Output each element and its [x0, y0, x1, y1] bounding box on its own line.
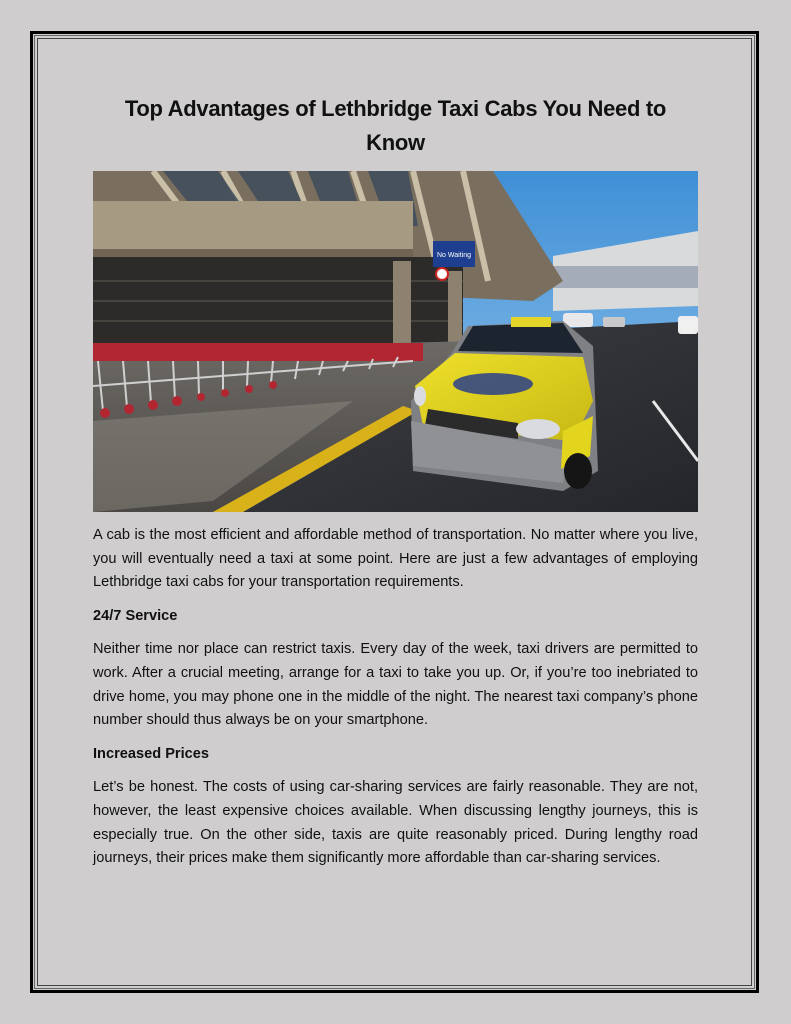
section-body-increased-prices: Let’s be honest. The costs of using car-sharing services are fairly reasonable. They are not, however, the least expensive choices available. When discussing lengthy journeys, this is especially true. On the other side, taxis are quite reasonably priced. During lengthy road journeys, their prices make them significantly more affordable than car-sharing services. [93, 779, 698, 867]
svg-text:No Waiting: No Waiting [437, 252, 471, 259]
document-title: Top Advantages of Lethbridge Taxi Cabs You Need to Know [124, 96, 667, 155]
taxi-roof-sign [511, 317, 551, 327]
no-parking-sign [436, 268, 448, 280]
section-heading-24-7-service: 24/7 Service [93, 607, 178, 624]
section-heading-increased-prices: Increased Prices [93, 745, 210, 762]
hood-logo [453, 373, 533, 395]
intro-paragraph: A cab is the most efficient and affordable method of transportation. No matter where you live, you will eventually need a taxi at some point. Here are just a few advantages of employing Lethbridge taxi cabs for your transportation requirements. [93, 527, 698, 591]
article-body [93, 524, 698, 881]
taxi-photo [93, 171, 698, 512]
section-body-24-7-service: Neither time nor place can restrict taxis. Every day of the week, taxi drivers are permitted to work. After a crucial meeting, arrange for a taxi to take you up. Or, if you’re too inebriated to drive home, you may phone one in the middle of the night. The nearest taxi company’s phone number should thus always be on your smartphone. [93, 641, 698, 729]
windshield [458, 323, 583, 353]
